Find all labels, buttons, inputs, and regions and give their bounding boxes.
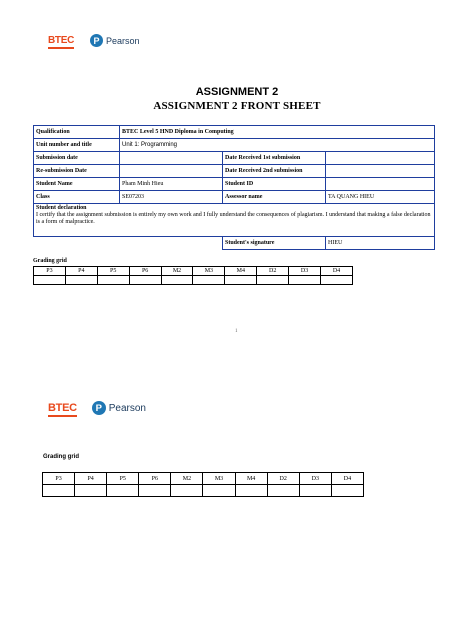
- grade-header: M3: [203, 473, 235, 485]
- grade-header: D2: [257, 267, 289, 276]
- grade-cell: [129, 276, 161, 285]
- grade-header: P3: [34, 267, 66, 276]
- table-row: [34, 139, 435, 152]
- table-row: [34, 204, 435, 237]
- grade-cell: [331, 485, 363, 497]
- grade-cell: [43, 485, 75, 497]
- front-sheet-table: [33, 125, 435, 250]
- grade-cell: [225, 276, 257, 285]
- assessor-label: Assessor name: [223, 191, 326, 204]
- signature-label: Student's signature: [223, 237, 326, 250]
- table-row: [34, 165, 435, 178]
- pearson-logo: Pearson: [106, 35, 140, 46]
- grade-header: P5: [97, 267, 129, 276]
- qualification-label: Qualification: [34, 126, 120, 139]
- header-logos-page2: [48, 401, 146, 415]
- grade-cell: [321, 276, 353, 285]
- grade-cell: [257, 276, 289, 285]
- grading-grid-table: [33, 266, 353, 285]
- grade-cell: [171, 485, 203, 497]
- grade-header: P6: [129, 267, 161, 276]
- date-received-2-value: [326, 165, 435, 178]
- qualification-value: BTEC Level 5 HND Diploma in Computing: [120, 126, 435, 139]
- btec-underline: [48, 415, 77, 417]
- table-row: [34, 191, 435, 204]
- grade-header: M4: [235, 473, 267, 485]
- submission-date-value: [120, 152, 223, 165]
- unit-label: Unit number and title: [34, 139, 120, 152]
- date-received-1-value: [326, 152, 435, 165]
- grading-header-row: [34, 267, 353, 276]
- grade-cell: [299, 485, 331, 497]
- signature-spacer: [34, 237, 223, 250]
- signature-value: HIEU: [326, 237, 435, 250]
- grade-header: M2: [161, 267, 193, 276]
- grade-header: M4: [225, 267, 257, 276]
- grade-header: P3: [43, 473, 75, 485]
- grade-header: M3: [193, 267, 225, 276]
- submission-date-label: Submission date: [34, 152, 120, 165]
- grade-header: D4: [331, 473, 363, 485]
- grading-grid-label-page2: Grading grid: [43, 454, 79, 460]
- grade-cell: [97, 276, 129, 285]
- grade-cell: [65, 276, 97, 285]
- grading-header-row: [43, 473, 364, 485]
- declaration-cell: [34, 204, 435, 237]
- grade-header: M2: [171, 473, 203, 485]
- student-id-label: Student ID: [223, 178, 326, 191]
- grade-header: P4: [75, 473, 107, 485]
- grade-header: D3: [299, 473, 331, 485]
- class-value: SE07203: [120, 191, 223, 204]
- grade-cell: [139, 485, 171, 497]
- grading-grid-label: Grading grid: [33, 258, 67, 264]
- resubmission-date-value: [120, 165, 223, 178]
- grade-cell: [161, 276, 193, 285]
- grade-cell: [235, 485, 267, 497]
- unit-value: Unit 1: Programming: [120, 139, 435, 152]
- declaration-title: Student declaration: [36, 205, 87, 211]
- grading-grid-table-page2: [42, 472, 364, 497]
- table-row: [34, 178, 435, 191]
- grade-cell: [75, 485, 107, 497]
- pearson-p-icon: P: [90, 34, 103, 47]
- btec-logo: BTEC: [48, 35, 74, 46]
- grade-header: P5: [107, 473, 139, 485]
- date-received-1-label: Date Received 1st submission: [223, 152, 326, 165]
- grade-cell: [34, 276, 66, 285]
- grade-cell: [107, 485, 139, 497]
- resubmission-date-label: Re-submission Date: [34, 165, 120, 178]
- btec-logo: BTEC: [48, 402, 77, 414]
- header-logos: [48, 34, 140, 47]
- page-number: 1: [235, 329, 238, 334]
- student-name-label: Student Name: [34, 178, 120, 191]
- student-name-value: Pham Minh Hieu: [120, 178, 223, 191]
- table-row: [34, 152, 435, 165]
- grade-cell: [267, 485, 299, 497]
- grade-header: D2: [267, 473, 299, 485]
- grade-cell: [193, 276, 225, 285]
- table-row: [34, 126, 435, 139]
- declaration-text: I certify that the assignment submission is entirely my own work and I fully understand the consequences of plagiarism. I understand that making a false declaration is a form of malpractice.: [36, 211, 431, 225]
- grade-header: P4: [65, 267, 97, 276]
- grade-header: D4: [321, 267, 353, 276]
- student-id-value: [326, 178, 435, 191]
- grade-cell: [289, 276, 321, 285]
- grade-header: P6: [139, 473, 171, 485]
- date-received-2-label: Date Received 2nd submission: [223, 165, 326, 178]
- pearson-p-icon: P: [92, 401, 106, 415]
- front-sheet-title: ASSIGNMENT 2 FRONT SHEET: [153, 100, 321, 112]
- grade-header: D3: [289, 267, 321, 276]
- assessor-value: TA QUANG HIEU: [326, 191, 435, 204]
- pearson-logo: Pearson: [108, 402, 146, 414]
- grading-value-row: [34, 276, 353, 285]
- grade-cell: [203, 485, 235, 497]
- assignment-title: ASSIGNMENT 2: [195, 86, 279, 98]
- class-label: Class: [34, 191, 120, 204]
- btec-underline: [48, 47, 74, 49]
- grading-value-row: [43, 485, 364, 497]
- table-row: [34, 237, 435, 250]
